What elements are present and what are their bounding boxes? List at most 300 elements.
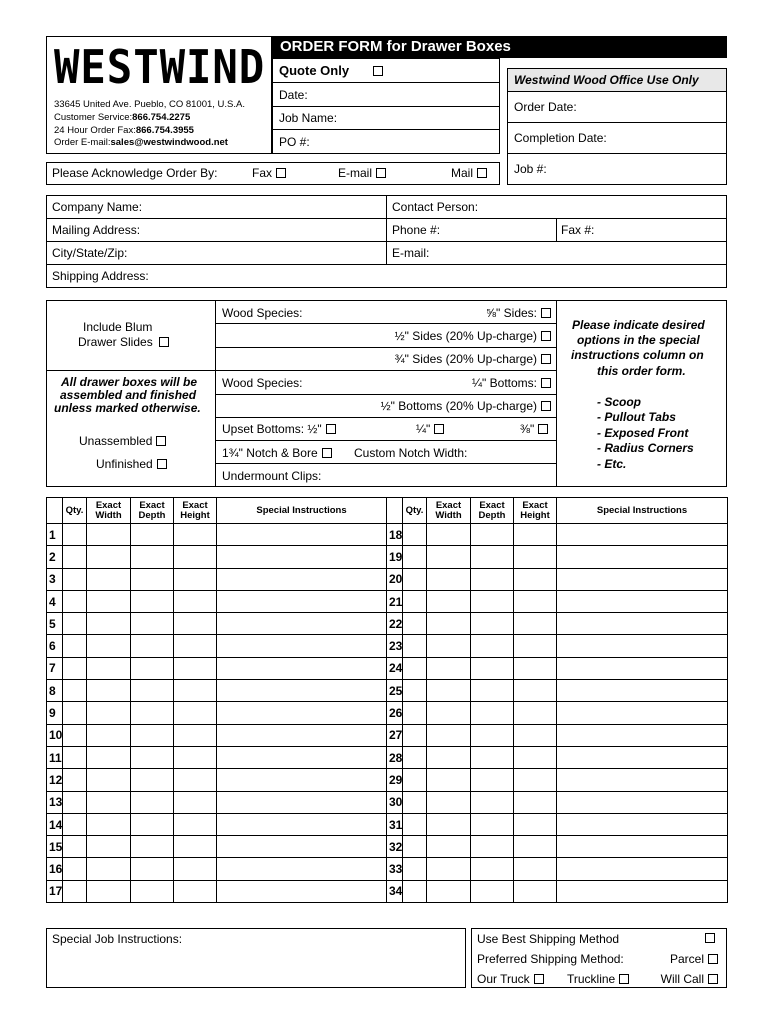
depth-cell[interactable] [471,791,514,813]
table-row [47,635,728,657]
depth-cell[interactable] [131,769,174,791]
sides-12-checkbox[interactable] [541,331,551,341]
sides-58-option [486,306,551,320]
unfinished-checkbox[interactable] [157,459,167,469]
height-cell[interactable] [174,880,217,902]
customer-service-phone: 866.754.2275 [132,112,191,123]
special-instructions-cell[interactable] [557,769,728,791]
width-cell[interactable] [87,746,131,768]
divider [556,300,557,487]
depth-cell[interactable] [131,791,174,813]
special-instructions-cell[interactable] [217,635,387,657]
phone-label: Phone #: [392,223,441,237]
width-cell[interactable] [87,524,131,546]
height-cell[interactable] [514,769,557,791]
width-cell[interactable] [427,836,471,858]
job-name-field-label: Job Name: [279,111,338,125]
height-cell[interactable] [174,836,217,858]
width-cell[interactable] [427,546,471,568]
sides-58-checkbox[interactable] [541,308,551,318]
height-cell[interactable] [514,524,557,546]
order-table [46,497,728,903]
depth-cell[interactable] [131,657,174,679]
our-truck-checkbox[interactable] [534,974,544,984]
instructions-note-4: this order form. [597,364,686,378]
qty-cell[interactable] [403,635,427,657]
special-instructions-cell[interactable] [217,858,387,880]
depth-cell[interactable] [471,769,514,791]
height-cell[interactable] [514,836,557,858]
option-list-item: - Etc. [597,457,627,471]
bottoms-14-checkbox[interactable] [541,378,551,388]
width-cell[interactable] [87,836,131,858]
height-header [514,498,557,524]
divider [272,106,500,107]
office-use-title: Westwind Wood Office Use Only [514,73,699,87]
row-number: 14 [47,813,63,835]
depth-cell[interactable] [131,568,174,590]
special-instructions-cell[interactable] [217,524,387,546]
height-cell[interactable] [514,635,557,657]
assembled-note-3: unless marked otherwise. [54,401,201,415]
special-instructions-cell[interactable] [557,791,728,813]
row-number: 24 [387,657,403,679]
width-header-line1: Exact [435,499,462,511]
bottoms-12-checkbox[interactable] [541,401,551,411]
best-shipping-checkbox[interactable] [705,933,715,943]
row-number: 22 [387,613,403,635]
table-row [47,746,728,768]
divider [556,218,557,241]
width-cell[interactable] [87,858,131,880]
height-cell[interactable] [514,590,557,612]
special-instructions-cell[interactable] [557,702,728,724]
unassembled-text: Unassembled [79,434,153,448]
special-job-label: Special Job Instructions: [52,932,183,946]
unfinished-option [96,457,167,471]
depth-cell[interactable] [131,635,174,657]
row-number: 31 [387,813,403,835]
special-instructions-cell[interactable] [217,680,387,702]
special-instructions-cell[interactable] [557,613,728,635]
depth-cell[interactable] [131,702,174,724]
depth-cell[interactable] [471,613,514,635]
width-cell[interactable] [87,880,131,902]
special-instructions-cell[interactable] [217,836,387,858]
special-instructions-cell[interactable] [217,613,387,635]
table-row [47,680,728,702]
completion-date-label: Completion Date: [514,131,607,145]
depth-cell[interactable] [471,858,514,880]
height-cell[interactable] [174,635,217,657]
parcel-option [670,952,718,966]
quote-only-checkbox[interactable] [373,66,383,76]
qty-cell[interactable] [403,524,427,546]
height-header-line1: Exact [522,499,548,511]
width-cell[interactable] [427,702,471,724]
height-cell[interactable] [514,546,557,568]
qty-cell[interactable] [63,590,87,612]
sides-34-checkbox[interactable] [541,354,551,364]
depth-cell[interactable] [131,613,174,635]
qty-cell[interactable] [403,724,427,746]
width-cell[interactable] [87,813,131,835]
height-cell[interactable] [174,769,217,791]
height-cell[interactable] [174,858,217,880]
special-instructions-cell[interactable] [557,680,728,702]
depth-cell[interactable] [471,568,514,590]
qty-cell[interactable] [403,746,427,768]
will-call-checkbox[interactable] [708,974,718,984]
truckline-checkbox[interactable] [619,974,629,984]
height-cell[interactable] [514,813,557,835]
height-cell[interactable] [514,724,557,746]
qty-header [403,498,427,524]
height-cell[interactable] [514,858,557,880]
height-cell[interactable] [514,568,557,590]
depth-cell[interactable] [471,702,514,724]
depth-cell[interactable] [131,880,174,902]
blum-slides-checkbox[interactable] [159,337,169,347]
height-cell[interactable] [514,657,557,679]
width-cell[interactable] [87,724,131,746]
height-cell[interactable] [174,680,217,702]
instructions-note-1: Please indicate desired [572,318,705,332]
qty-cell[interactable] [63,746,87,768]
notch-bore-checkbox[interactable] [322,448,332,458]
row-number: 3 [47,568,63,590]
width-cell[interactable] [427,568,471,590]
height-cell[interactable] [174,657,217,679]
ack-mail-checkbox[interactable] [477,168,487,178]
row-number: 10 [47,724,63,746]
depth-cell[interactable] [131,680,174,702]
width-header-line2: Width [435,509,462,521]
option-list-item: - Pullout Tabs [597,410,676,424]
height-cell[interactable] [514,746,557,768]
depth-header-line2: Depth [138,509,166,521]
bottoms-12-option [381,399,551,413]
special-instructions-cell[interactable] [217,769,387,791]
divider [272,129,500,130]
ack-fax [252,166,286,180]
width-cell[interactable] [87,680,131,702]
qty-cell[interactable] [63,524,87,546]
parcel-checkbox[interactable] [708,954,718,964]
sides-12-option [395,329,551,343]
width-cell[interactable] [427,613,471,635]
depth-cell[interactable] [471,813,514,835]
qty-cell[interactable] [63,635,87,657]
table-row [47,590,728,612]
row-number: 27 [387,724,403,746]
special-instructions-header [557,498,728,524]
special-instructions-cell[interactable] [557,813,728,835]
height-cell[interactable] [174,568,217,590]
notch-bore-option [222,446,332,460]
special-instructions-cell[interactable] [217,724,387,746]
table-header-row [47,498,728,524]
depth-cell[interactable] [471,880,514,902]
qty-cell[interactable] [63,791,87,813]
depth-cell[interactable] [471,546,514,568]
upset-12-checkbox[interactable] [326,424,336,434]
qty-cell[interactable] [63,568,87,590]
qty-cell[interactable] [63,657,87,679]
notch-bore-text: 1¾" Notch & Bore [222,446,318,460]
sides-34-option [395,352,551,366]
width-cell[interactable] [427,858,471,880]
company-logo: WESTWIND [54,40,266,94]
width-cell[interactable] [427,657,471,679]
special-instructions-cell[interactable] [557,590,728,612]
qty-cell[interactable] [63,546,87,568]
special-instructions-cell[interactable] [217,546,387,568]
height-cell[interactable] [174,813,217,835]
special-instructions-cell[interactable] [557,635,728,657]
depth-cell[interactable] [471,836,514,858]
depth-header [471,498,514,524]
width-header [427,498,471,524]
height-cell[interactable] [514,680,557,702]
ack-mail-text: Mail [451,166,474,180]
include-blum-line1: Include Blum [83,320,153,334]
qty-cell[interactable] [403,590,427,612]
upset-14-checkbox[interactable] [434,424,444,434]
upset-38-option [520,422,548,436]
special-instructions-cell[interactable] [217,791,387,813]
divider [215,394,556,395]
depth-cell[interactable] [471,724,514,746]
width-cell[interactable] [427,880,471,902]
special-instructions-cell[interactable] [217,568,387,590]
special-instructions-cell[interactable] [217,702,387,724]
special-instructions-cell[interactable] [557,568,728,590]
qty-cell[interactable] [403,680,427,702]
height-cell[interactable] [514,702,557,724]
fax-number: 866.754.3955 [135,125,194,136]
mailing-address-label: Mailing Address: [52,223,141,237]
divider [46,370,216,371]
special-instructions-cell[interactable] [217,813,387,835]
width-cell[interactable] [87,769,131,791]
undermount-clips-label: Undermount Clips: [222,469,322,483]
ack-fax-checkbox[interactable] [276,168,286,178]
width-cell[interactable] [427,791,471,813]
special-instructions-cell[interactable] [557,657,728,679]
customer-service-line [54,112,190,123]
special-instructions-cell[interactable] [557,746,728,768]
qty-cell[interactable] [403,836,427,858]
qty-cell[interactable] [403,813,427,835]
row-number: 12 [47,769,63,791]
include-blum-text: Drawer Slides [78,335,153,349]
qty-cell[interactable] [63,769,87,791]
divider [215,347,556,348]
width-cell[interactable] [87,635,131,657]
height-cell[interactable] [514,791,557,813]
width-cell[interactable] [427,813,471,835]
our-truck-option [477,972,544,986]
depth-cell[interactable] [131,836,174,858]
row-number: 16 [47,858,63,880]
qty-cell[interactable] [63,724,87,746]
qty-cell[interactable] [403,613,427,635]
special-instructions-cell[interactable] [217,657,387,679]
height-cell[interactable] [174,613,217,635]
bottoms-14-text: ¼" Bottoms: [472,376,537,390]
height-cell[interactable] [514,880,557,902]
height-cell[interactable] [174,590,217,612]
width-cell[interactable] [427,746,471,768]
depth-cell[interactable] [131,813,174,835]
special-instructions-cell[interactable] [557,880,728,902]
width-cell[interactable] [427,635,471,657]
qty-cell[interactable] [403,858,427,880]
qty-cell[interactable] [63,836,87,858]
row-number: 17 [47,880,63,902]
qty-cell[interactable] [403,568,427,590]
depth-cell[interactable] [471,657,514,679]
qty-cell[interactable] [403,880,427,902]
width-cell[interactable] [87,613,131,635]
sides-34-text: ¾" Sides (20% Up-charge) [394,352,537,366]
table-row [47,858,728,880]
best-shipping-text: Use Best Shipping Method [477,932,620,946]
upset-14-text: ¼" [416,422,431,436]
depth-header-line2: Depth [478,509,506,521]
special-instructions-header [217,498,387,524]
depth-cell[interactable] [471,746,514,768]
width-header-line2: Width [95,509,122,521]
height-cell[interactable] [174,524,217,546]
special-instructions-cell[interactable] [557,524,728,546]
width-cell[interactable] [87,546,131,568]
width-cell[interactable] [427,769,471,791]
height-cell[interactable] [174,791,217,813]
divider [507,91,727,92]
width-cell[interactable] [87,702,131,724]
row-number: 11 [47,746,63,768]
row-number: 7 [47,657,63,679]
width-cell[interactable] [427,680,471,702]
qty-cell[interactable] [403,657,427,679]
acknowledge-label: Please Acknowledge Order By: [52,166,218,180]
truckline-text: Truckline [567,972,616,986]
depth-cell[interactable] [131,858,174,880]
ack-email-checkbox[interactable] [376,168,386,178]
row-number: 21 [387,590,403,612]
height-cell[interactable] [514,613,557,635]
width-cell[interactable] [427,524,471,546]
depth-header [131,498,174,524]
qty-cell[interactable] [63,813,87,835]
qty-cell[interactable] [403,702,427,724]
width-cell[interactable] [87,568,131,590]
special-header-text: Special Instructions [256,504,347,516]
depth-cell[interactable] [131,546,174,568]
date-field-label: Date: [279,88,308,102]
special-instructions-cell[interactable] [557,836,728,858]
row-number: 2 [47,546,63,568]
special-instructions-cell[interactable] [217,880,387,902]
depth-cell[interactable] [131,724,174,746]
truckline-option [567,972,629,986]
row-number-header [387,498,403,524]
width-header [87,498,131,524]
company-name-label: Company Name: [52,200,143,214]
upset-bottoms-option [222,422,336,436]
row-number-header [47,498,63,524]
height-header [174,498,217,524]
height-cell[interactable] [174,724,217,746]
width-cell[interactable] [87,590,131,612]
width-cell[interactable] [87,791,131,813]
qty-cell[interactable] [403,769,427,791]
special-instructions-cell[interactable] [217,746,387,768]
qty-cell[interactable] [63,613,87,635]
order-date-label: Order Date: [514,100,577,114]
qty-cell[interactable] [63,680,87,702]
divider [215,417,556,418]
row-number: 18 [387,524,403,546]
special-instructions-cell[interactable] [557,546,728,568]
upset-38-checkbox[interactable] [538,424,548,434]
depth-cell[interactable] [471,635,514,657]
height-cell[interactable] [174,702,217,724]
row-number: 19 [387,546,403,568]
row-number: 26 [387,702,403,724]
width-cell[interactable] [87,657,131,679]
depth-cell[interactable] [471,590,514,612]
divider [386,195,387,264]
qty-cell[interactable] [63,880,87,902]
sides-58-text: ⅝" Sides: [486,306,537,320]
option-list-item: - Scoop [597,395,641,409]
special-instructions-cell[interactable] [557,858,728,880]
special-instructions-cell[interactable] [557,724,728,746]
qty-cell[interactable] [63,702,87,724]
quote-only-label [279,63,383,78]
upset-14-option [416,422,444,436]
table-row [47,546,728,568]
contact-person-label: Contact Person: [392,200,479,214]
row-number: 1 [47,524,63,546]
qty-cell[interactable] [403,791,427,813]
fax-label: 24 Hour Order Fax: [54,125,136,136]
unassembled-checkbox[interactable] [156,436,166,446]
depth-cell[interactable] [131,590,174,612]
qty-cell[interactable] [63,858,87,880]
depth-cell[interactable] [471,524,514,546]
width-cell[interactable] [427,590,471,612]
divider [215,440,556,441]
height-cell[interactable] [174,746,217,768]
table-row [47,769,728,791]
depth-cell[interactable] [471,680,514,702]
divider [507,153,727,154]
quote-only-text: Quote Only [279,63,350,78]
will-call-option [661,972,718,986]
table-row [47,568,728,590]
depth-cell[interactable] [131,524,174,546]
special-instructions-cell[interactable] [217,590,387,612]
depth-header-line1: Exact [479,499,505,511]
qty-cell[interactable] [403,546,427,568]
depth-cell[interactable] [131,746,174,768]
width-cell[interactable] [427,724,471,746]
height-cell[interactable] [174,546,217,568]
